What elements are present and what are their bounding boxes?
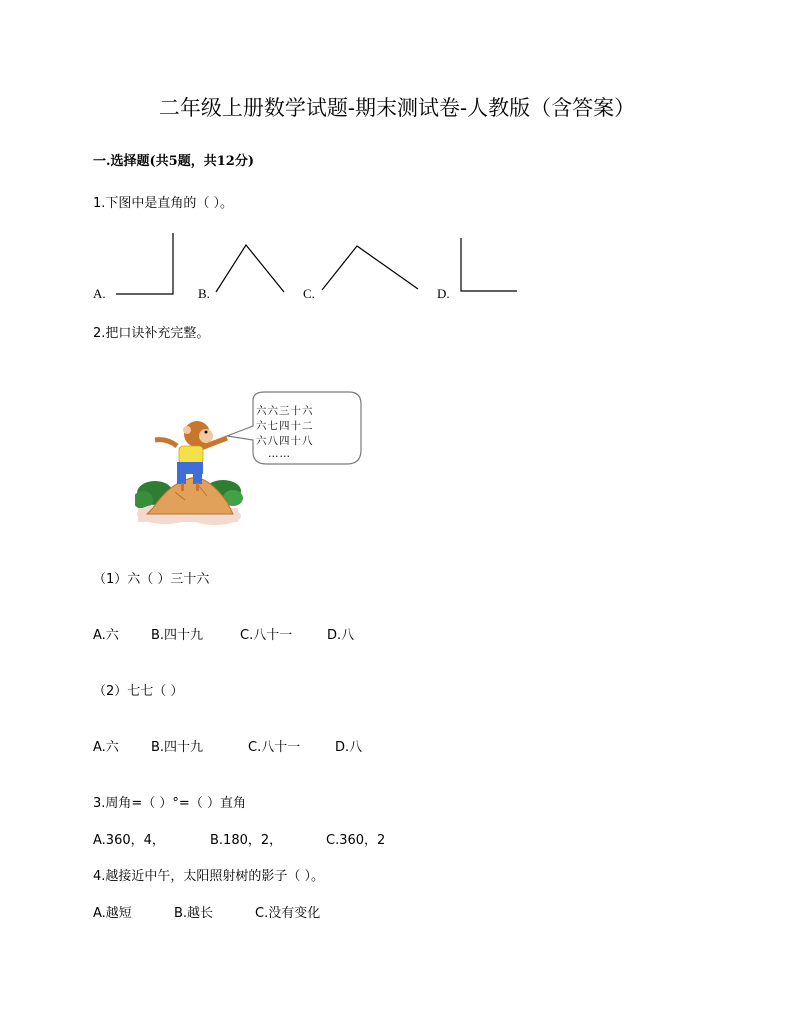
q1-option-d-label: D.: [437, 286, 450, 301]
bubble-line-1: 六六三十六: [256, 405, 314, 417]
q2-2-option-a: A.六: [93, 740, 119, 755]
angle-b-shape: [216, 245, 284, 292]
angle-d-shape: [461, 238, 517, 291]
page-title: 二年级上册数学试题-期末测试卷-人教版（含答案）: [158, 96, 636, 120]
question-4-text: 4.越接近中午，太阳照射树的影子（ ）。: [93, 869, 325, 884]
bubble-line-4: ……: [268, 448, 291, 460]
q3-option-c: C.360，2: [326, 833, 386, 848]
q4-option-b: B.越长: [174, 906, 214, 921]
q1-option-c-label: C.: [303, 286, 315, 301]
q2-1-option-a: A.六: [93, 628, 119, 643]
angle-a-shape: [116, 233, 173, 294]
section-heading: 一.选择题(共5题，共12分): [93, 154, 254, 169]
angle-c-shape: [322, 246, 418, 290]
q1-option-b-label: B.: [198, 286, 210, 301]
q4-option-a: A.越短: [93, 906, 132, 921]
q3-option-a: A.360，4，: [93, 833, 165, 848]
q1-option-a-label: A.: [93, 286, 106, 301]
question-2-sub-2-text: （2）七七（ ）: [93, 684, 184, 699]
q2-1-option-b: B.四十九: [151, 628, 204, 643]
q2-2-option-c: C.八十一: [248, 740, 301, 755]
q4-option-c: C.没有变化: [255, 906, 321, 921]
question-2-sub-1-text: （1）六（ ）三十六: [93, 572, 210, 587]
q2-2-option-b: B.四十九: [151, 740, 204, 755]
q2-2-option-d: D.八: [335, 740, 363, 755]
q2-1-option-c: C.八十一: [240, 628, 293, 643]
bubble-line-3: 六八四十八: [256, 435, 314, 447]
question-2-text: 2.把口诀补充完整。: [93, 326, 210, 341]
q2-1-option-d: D.八: [327, 628, 355, 643]
question-1-text: 1.下图中是直角的（ ）。: [93, 196, 234, 211]
q1-angle-figures: [0, 0, 794, 320]
question-3-text: 3.周角=（ ）°=（ ）直角: [93, 796, 246, 811]
bubble-line-2: 六七四十二: [256, 420, 314, 432]
q3-option-b: B.180，2，: [210, 833, 283, 848]
monkey-illustration: [135, 390, 365, 525]
